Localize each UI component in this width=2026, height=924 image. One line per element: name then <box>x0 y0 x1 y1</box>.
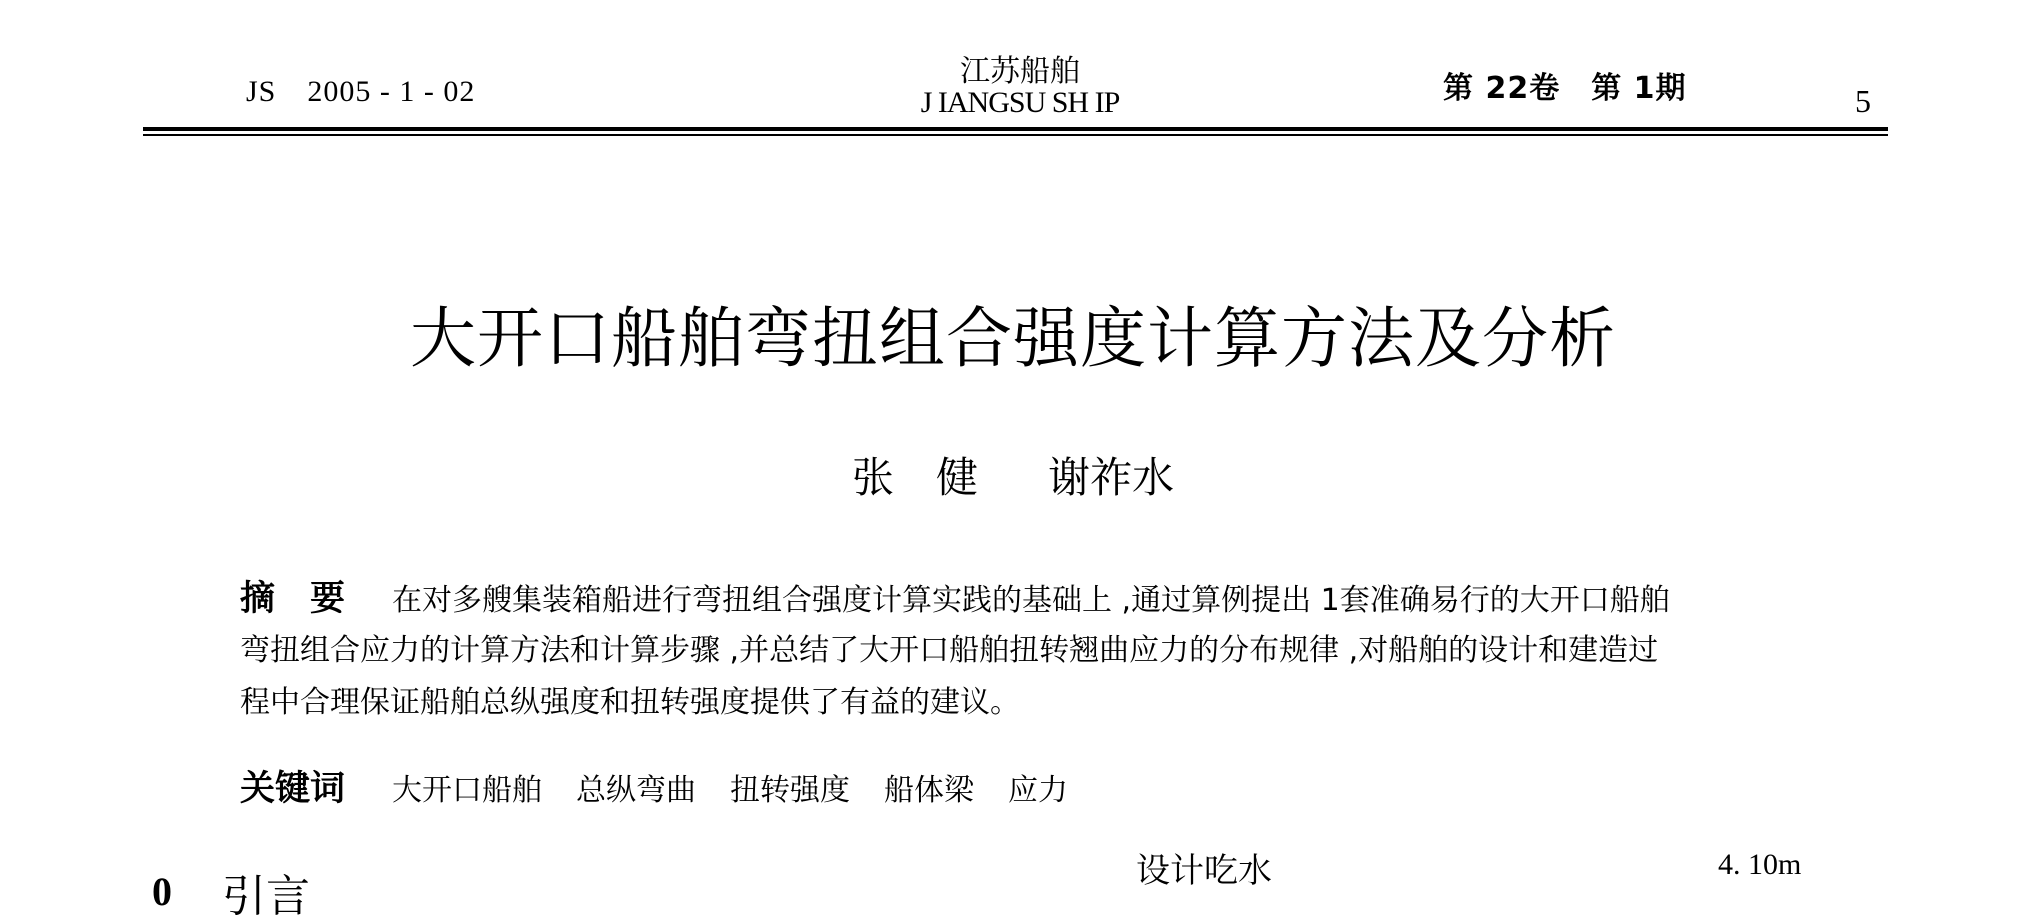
keyword: 总纵弯曲 <box>576 773 696 808</box>
header-journal-name-cn: 江苏船舶 <box>960 54 1080 89</box>
header-volume-issue: 第 22卷 第 1期 <box>1443 71 1687 106</box>
abstract-line: 弯扭组合应力的计算方法和计算步骤 ,并总结了大开口船舶扭转翘曲应力的分布规律 ,对船舶的设计和建造过 <box>240 633 1659 668</box>
header-rule-thick <box>143 127 1888 131</box>
author-name: 谢祚水 <box>1048 453 1175 502</box>
page-number: 5 <box>1855 83 1871 119</box>
keyword: 船体梁 <box>884 773 974 808</box>
parameter-name: 设计吃水 <box>1136 851 1272 891</box>
section-number: 0 <box>152 869 172 914</box>
header-journal-code: JS 2005 - 1 - 02 <box>246 75 476 108</box>
keyword: 应力 <box>1008 773 1068 808</box>
author-name: 张 健 <box>851 453 978 502</box>
parameter-value: 4. 10m <box>1718 848 1802 881</box>
keywords-list <box>392 765 1102 809</box>
header-rule-thin <box>143 134 1888 136</box>
header-journal-name-en: J IANGSU SH IP <box>920 86 1120 119</box>
abstract-line: 程中合理保证船舶总纵强度和扭转强度提供了有益的建议。 <box>240 685 1020 720</box>
keywords-label: 关键词 <box>240 769 346 809</box>
abstract-line: 在对多艘集装箱船进行弯扭组合强度计算实践的基础上 ,通过算例提出 1套准确易行的大开口船舶 <box>392 583 1670 618</box>
abstract-label: 摘 要 <box>240 579 346 619</box>
keyword: 扭转强度 <box>730 773 850 808</box>
keyword: 大开口船舶 <box>392 773 542 808</box>
article-title: 大开口船舶弯扭组合强度计算方法及分析 <box>410 300 1616 377</box>
author-list <box>0 445 2026 505</box>
section-title: 引言 <box>222 871 310 922</box>
